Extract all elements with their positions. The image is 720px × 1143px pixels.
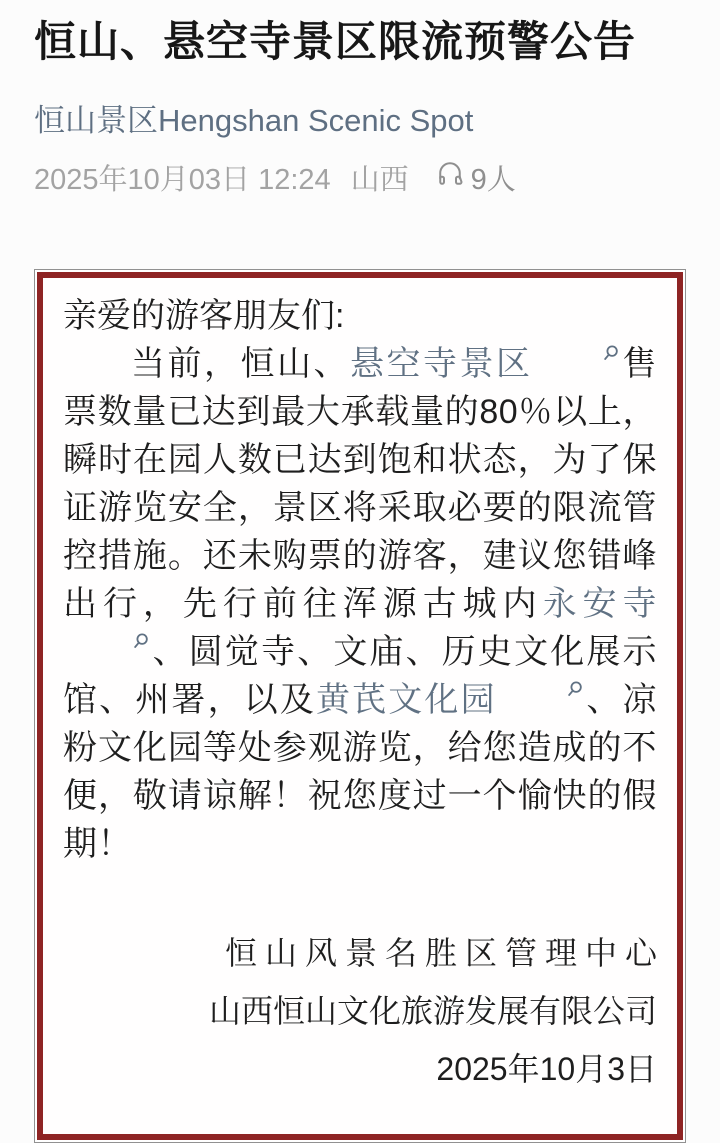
search-icon[interactable] — [498, 663, 584, 711]
account-name-link[interactable]: 恒山景区Hengshan Scenic Spot — [34, 103, 474, 139]
search-icon[interactable] — [64, 615, 150, 663]
notice-salutation: 亲爱的游客朋友们: — [63, 297, 345, 336]
paragraph-text: 、凉粉文化园等处参观游览，给您造成的不便，敬请谅解！祝您度过一个愉快的假期！ — [63, 681, 658, 864]
meta-line — [34, 157, 686, 198]
signature-org-2: 山西恒山文化旅游发展有限公司 — [208, 993, 657, 1030]
publish-datetime: 2025年10月03日 12:24 — [34, 164, 331, 197]
paragraph-text: 售票数量已达到最大承载量的80％以上，瞬时在园人数已达到饱和状态，为了保证游览安全，景区将采取必要的限流管控措施。还未购票的游客，建议您错峰出行，先行前往浑源古城内 — [63, 345, 657, 624]
search-term-link[interactable]: 永安寺 — [542, 585, 658, 624]
publish-location: 山西 — [350, 164, 409, 197]
notice-paragraph — [63, 340, 657, 868]
search-term-link[interactable]: 黄芪文化园 — [316, 681, 497, 720]
paragraph-text: 、圆觉寺、文庙、历史文化展示馆、州署，以及 — [63, 633, 657, 720]
signature-date: 2025年10月3日 — [436, 1051, 657, 1088]
notice-signature — [63, 924, 665, 1098]
paragraph-text: 当前，恒山、 — [131, 345, 350, 384]
headphones-icon — [435, 159, 465, 197]
search-term-link[interactable]: 悬空寺景区 — [350, 345, 533, 384]
article-header — [0, 0, 720, 198]
notice-red-box — [37, 272, 683, 1140]
search-icon[interactable] — [534, 327, 620, 375]
signature-org-1: 恒山风景名胜区管理中心 — [224, 935, 665, 972]
article-title: 恒山、悬空寺景区限流预警公告 — [34, 18, 637, 65]
listen-count: 9人 — [470, 164, 516, 197]
account-line — [34, 95, 686, 140]
notice-image-frame — [34, 269, 686, 1143]
listen-button[interactable] — [435, 157, 516, 198]
